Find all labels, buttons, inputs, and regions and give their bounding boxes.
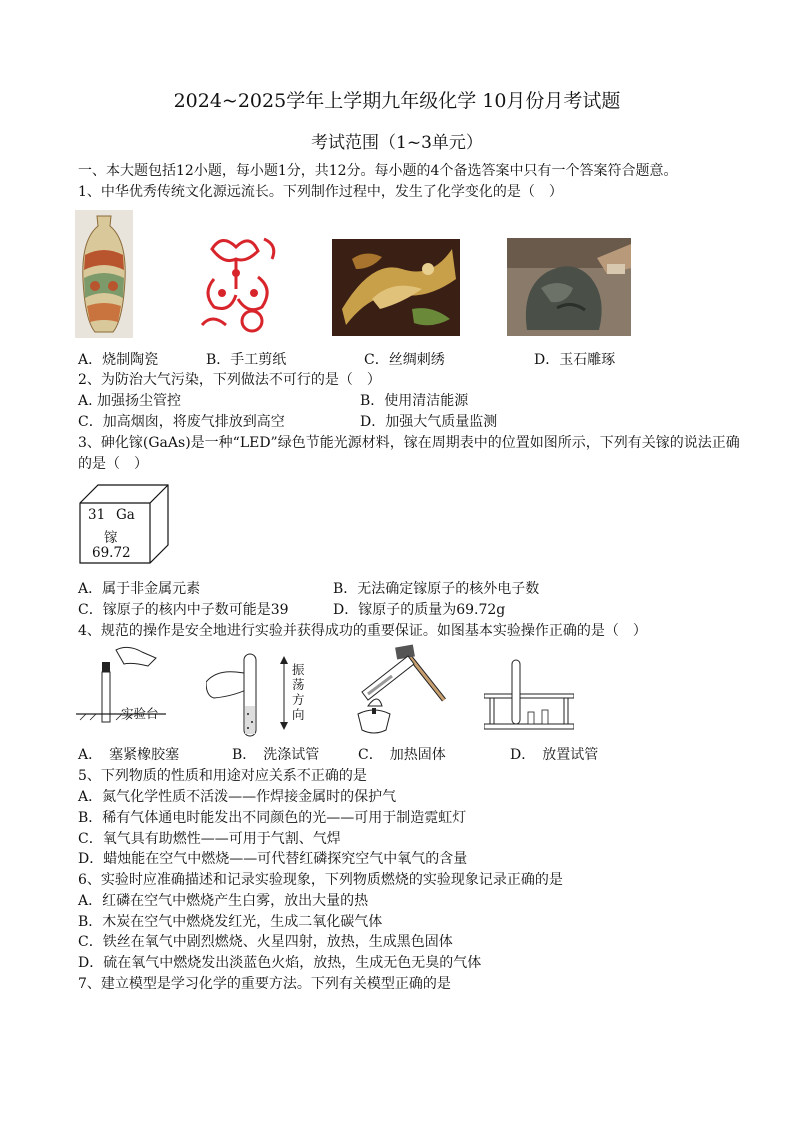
q3-option-d: D．镓原子的质量为69.72g <box>333 602 506 618</box>
section-heading: 一、本大题包括12小题，每小题1分，共12分。每小题的4个备选答案中只有一个答案符合题意。 <box>78 163 678 179</box>
q2-option-b: B．使用清洁能源 <box>360 393 469 409</box>
q5-option-d: D．蜡烛能在空气中燃烧——可代替红磷探究空气中氧气的含量 <box>78 851 468 867</box>
insert-stopper-diagram <box>76 644 166 736</box>
atomic-number: 31 <box>88 507 106 523</box>
q1-option-d: D．玉石雕琢 <box>534 352 616 368</box>
q3-stem-line1: 3、砷化镓(GaAs)是一种“LED”绿色节能光源材料，镓在周期表中的位置如图所示，下列有关镓的说法正确 <box>78 435 740 451</box>
q3-option-c: C．镓原子的核内中子数可能是39 <box>78 602 289 618</box>
q7-stem: 7、建立模型是学习化学的重要方法。下列有关模型正确的是 <box>78 976 451 992</box>
jade-carving-image <box>507 238 631 336</box>
wash-tube-diagram <box>206 652 296 742</box>
q1-option-c: C．丝绸刺绣 <box>364 352 445 368</box>
q3-option-a: A．属于非金属元素 <box>78 581 201 597</box>
element-symbol: Ga <box>116 507 135 523</box>
q5-stem: 5、下列物质的性质和用途对应关系不正确的是 <box>78 768 367 784</box>
exam-scope: 考试范围（1~3单元） <box>311 133 483 153</box>
q5-option-c: C．氧气具有助燃性——可用于气割、气焊 <box>78 831 341 847</box>
q5-option-a: A．氮气化学性质不活泼——作焊接金属时的保护气 <box>78 789 397 805</box>
q5-option-b: B．稀有气体通电时能发出不同颜色的光——可用于制造霓虹灯 <box>78 810 467 826</box>
shake-direction-label: 振荡方向 <box>292 662 305 722</box>
ceramic-vase-image <box>75 210 133 338</box>
page-title: 2024~2025学年上学期九年级化学 10月份月考试题 <box>173 90 621 112</box>
q6-option-c: C．铁丝在氧气中剧烈燃烧、火星四射，放热，生成黑色固体 <box>78 934 453 950</box>
q1-option-a: A．烧制陶瓷 <box>78 352 159 368</box>
element-name: 镓 <box>104 530 118 546</box>
atomic-mass: 69.72 <box>92 545 131 561</box>
q6-option-b: B．木炭在空气中燃烧发红光，生成二氧化碳气体 <box>78 914 383 930</box>
q2-stem: 2、为防治大气污染，下列做法不可行的是（ ） <box>78 372 381 388</box>
q6-option-d: D．硫在氧气中燃烧发出淡蓝色火焰，放热，生成无色无臭的气体 <box>78 955 482 971</box>
heat-solid-diagram <box>352 644 448 742</box>
q2-option-a: A. 加强扬尘管控 <box>78 393 182 409</box>
q1-stem: 1、中华优秀传统文化源远流长。下列制作过程中，发生了化学变化的是（ ） <box>78 184 563 200</box>
bench-label: 实验台 <box>121 706 159 721</box>
periodic-table-cell <box>78 483 170 565</box>
q4-option-d: D． 放置试管 <box>510 747 599 763</box>
silk-embroidery-image <box>332 239 460 336</box>
q6-option-a: A．红磷在空气中燃烧产生白雾，放出大量的热 <box>78 893 369 909</box>
q2-option-d: D．加强大气质量监测 <box>360 414 498 430</box>
paper-cut-image <box>192 229 284 337</box>
q4-option-b: B． 洗涤试管 <box>232 747 320 763</box>
tube-rack-diagram <box>484 658 574 732</box>
q4-stem: 4、规范的操作是安全地进行实验并获得成功的重要保证。如图基本实验操作正确的是（ ） <box>78 623 647 639</box>
q2-option-c: C．加高烟囱，将废气排放到高空 <box>78 414 285 430</box>
q1-option-b: B．手工剪纸 <box>206 352 287 368</box>
q6-stem: 6、实验时应准确描述和记录实验现象，下列物质燃烧的实验现象记录正确的是 <box>78 872 563 888</box>
q3-stem-line2: 的是（ ） <box>78 456 148 472</box>
q4-option-a: A． 塞紧橡胶塞 <box>78 747 180 763</box>
q4-option-c: C． 加热固体 <box>358 747 446 763</box>
q3-option-b: B．无法确定镓原子的核外电子数 <box>333 581 540 597</box>
